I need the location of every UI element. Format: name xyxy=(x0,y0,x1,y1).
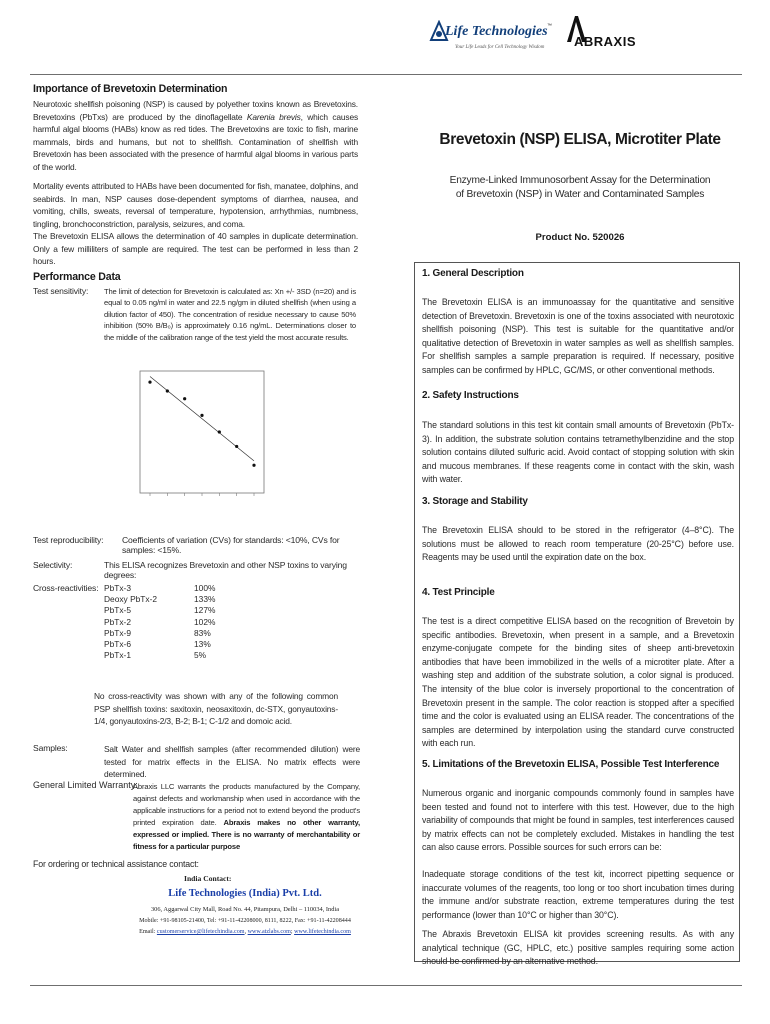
data-point xyxy=(148,380,151,383)
life-technologies-tagline: Your Life Leads for Cell Technology Wisdom xyxy=(455,45,545,50)
warranty-body: Abraxis LLC warrants the products manufactured by the Company, against defects and workmanship when used in accordance with the applicable instructions for a period not to extend beyond the product's printed expiration date. xyxy=(133,782,360,827)
warranty-label: General Limited Warranty: xyxy=(33,780,138,790)
ordering-text: For ordering or technical assistance contact: xyxy=(33,859,199,869)
standard-curve-chart xyxy=(118,365,278,525)
section-3-heading: 3. Storage and Stability xyxy=(422,496,528,507)
cross-reactivity-toxin: PbTx-6 xyxy=(104,638,131,649)
section-5-text-3: The Abraxis Brevetoxin ELISA kit provides screening results. As with any analytical technique (GC, HPLC, etc.) positive samples requiring some action should be confirmed by an alternative method. xyxy=(422,929,734,967)
life-technologies-name: Life Technologies xyxy=(445,24,548,39)
section-1-text: The Brevetoxin ELISA is an immunoassay for the quantitative and sensitive detection of Brevetoxin. Brevetoxin is one of the toxins associated with neurotoxic shellfish poisoning (NSP). This test is suitable for the quantitative and/or qualitative detection of Brevetoxin in water samples as well as shellfish samples. For shellfish samples a sample preparation is required. If necessary, positive samples can be confirmed by HPLC, GC/MS, or other conventional methods. xyxy=(422,297,734,375)
selectivity-label: Selectivity: xyxy=(33,560,73,570)
document-subtitle xyxy=(420,174,740,202)
sensitivity-label: Test sensitivity: xyxy=(33,286,89,296)
subtitle-line-1: Enzyme-Linked Immunosorbent Assay for the Determination xyxy=(449,175,711,186)
contact-email-row xyxy=(120,929,370,935)
reproducibility-label: Test reproducibility: xyxy=(33,535,104,545)
section-5-text-2: Inadequate storage conditions of the test kit, incorrect pipetting sequence or inaccurate volumes of the reagents, too long or too short incubation times during the immune and/or substrate reaction, extreme temperatures during the test performance (lower than 10°C or higher than 30°C). xyxy=(422,869,734,920)
cross-reactivity-toxin: PbTx-5 xyxy=(104,605,131,616)
product-number: Product No. 520026 xyxy=(535,232,625,243)
data-point xyxy=(166,389,169,392)
cross-reactivity-value: 133% xyxy=(194,594,216,605)
data-point xyxy=(252,464,255,467)
section-1-heading: 1. General Description xyxy=(422,268,524,279)
samples-text: Salt Water and shellfish samples (after recommended dilution) were tested for matrix effects in the ELISA. No matrix effects were determined. xyxy=(104,744,360,780)
contact-phone: Mobile: +91-98105-21400, Tel: +91-11-42208000, 8111, 8222, Fax: +91-11-42208444 xyxy=(139,918,351,924)
data-point xyxy=(235,445,238,448)
importance-paragraph-3: The Brevetoxin ELISA allows the determination of 40 samples in duplicate determination. Only a few milliliters of sample are required. The test can be performed in less than 2 hours. xyxy=(33,231,358,267)
importance-heading: Importance of Brevetoxin Determination xyxy=(33,83,228,95)
contact-website-link-1[interactable]: www.atzlabs.com xyxy=(247,929,291,935)
cross-reactivity-row xyxy=(104,605,244,616)
abraxis-logo xyxy=(560,14,650,58)
section-4-text: The test is a direct competitive ELISA based on the recognition of Brevetoin by specific antibodies. Brevetoxin, when present in a sample, and a Brevetoxin enzyme-conjugate compete for the binding sites of sheep anti-brevetoxin antibodies that have been immobilized in the wells of a microtiter plate. After a washing step and addition of the substrate solution, a color signal is produced. The intensity of the blue color is inversely proportional to the concentration of Brevetoxin present in the sample. The color reaction is stopped after a specified time and the color is evaluated using an ELISA reader. The concentrations of the samples are determined by interpolation using the standard curve constructed with each run. xyxy=(422,616,734,749)
subtitle-line-2: of Brevetoxin (NSP) in Water and Contaminated Samples xyxy=(455,189,705,200)
cross-reactivity-row xyxy=(104,617,244,628)
contact-website-link-2[interactable]: www.lifetechindia.com xyxy=(294,929,351,935)
cross-reactivity-toxin: PbTx-1 xyxy=(104,650,131,661)
sensitivity-text: The limit of detection for Brevetoxin is calculated as: Xn +/- 3SD (n=20) and is equal to 0.05 ng/ml in water and 22.5 ng/gm in diluted shellfish (when using a dilution factor of 450). The concentration of residue necessary to cause 50% inhibition (50% B/B₀) is approximately 0.16 ng/mL. Determinations closer to the middle of the calibration range of the test yield the most accurate results. xyxy=(104,287,356,342)
cross-reactivity-label: Cross-reactivities: xyxy=(33,583,99,593)
contact-company: Life Technologies (India) Pvt. Ltd. xyxy=(168,888,322,899)
document-title: Brevetoxin (NSP) ELISA, Microtiter Plate xyxy=(439,131,721,148)
samples-label: Samples: xyxy=(33,743,68,753)
cross-reactivity-table xyxy=(104,583,244,661)
cross-reactivity-row xyxy=(104,628,244,639)
cross-reactivity-row xyxy=(104,583,244,594)
cross-reactivity-row xyxy=(104,594,244,605)
abraxis-name: ABRAXIS xyxy=(574,34,637,49)
cross-reactivity-value: 127% xyxy=(194,605,216,616)
selectivity-text: This ELISA recognizes Brevetoxin and other NSP toxins to varying degrees: xyxy=(104,560,347,580)
cross-reactivity-value: 102% xyxy=(194,616,216,627)
cross-reactivity-toxin: PbTx-3 xyxy=(104,583,131,593)
cross-reactivity-row xyxy=(104,639,244,650)
contact-email-separator: , xyxy=(244,929,248,935)
top-rule xyxy=(30,74,742,75)
standard-curve-line xyxy=(150,377,254,461)
contact-email-prefix: Email: xyxy=(139,929,157,935)
importance-p1-part-b: , which causes harmful algal blooms (HABs) know as red tides. The Brevetoxins are toxic to fish, marine mammals, birds and humans, but not to shellfish. Contamination of shellfish with Brevetoxin has been associated with the presence of harmful algal blooms in various parts of the world. xyxy=(33,111,359,172)
section-3-text: The Brevetoxin ELISA should to be stored in the refrigerator (4–8°C). The solutions must be allowed to reach room temperature (20-25°C) before use. Reagents may be used until the expiration date on the box. xyxy=(422,525,734,563)
cross-reactivity-row xyxy=(104,650,244,661)
cross-reactivity-value: 13% xyxy=(194,638,211,649)
section-5-text-1: Numerous organic and inorganic compounds commonly found in samples have been tested and found not to interfere with this test. However, due to the high variability of compounds that might be found in samples, test interferences caused by matrix effects can not be completely excluded. Mistakes in handling the test can also cause errors. Possible sources for such errors can be: xyxy=(422,788,734,853)
reproducibility-text: Coefficients of variation (CVs) for standards: <10%, CVs for samples: <15%. xyxy=(122,535,340,555)
importance-paragraph-2: Mortality events attributed to HABs have been documented for fish, manatee, dolphins, and seabirds. In man, NSP causes dose-dependent symptoms of diarrhea, nausea, and vomiting, chills, sweats, reversal of temperature, hypotension, arrhythmias, numbness, tingling, bronchoconstriction, paralysis, seizures, and coma. xyxy=(33,181,358,229)
chart-plot-frame xyxy=(140,371,264,493)
cross-reactivity-toxin: PbTx-9 xyxy=(104,627,131,638)
bottom-rule xyxy=(30,985,742,986)
warranty-disclaimer: Abraxis makes no other warranty, expressed or implied. There is no warranty of merchantability or fitness for a particular purpose xyxy=(133,818,360,851)
data-point xyxy=(218,430,221,433)
importance-p1-part-a: Neurotoxic shellfish poisoning (NSP) is caused by polyether toxins known as Brevetoxins. Brevetoxins (PbTxs) are produced by the dinoflagellate xyxy=(33,99,358,122)
karenia-brevis-italic: Karenia brevis xyxy=(246,111,301,122)
data-point xyxy=(200,414,203,417)
contact-heading: India Contact: xyxy=(184,874,232,883)
cross-reactivity-toxin: PbTx-2 xyxy=(104,616,131,627)
section-5-heading: 5. Limitations of the Brevetoxin ELISA, Possible Test Interference xyxy=(422,759,720,770)
section-4-heading: 4. Test Principle xyxy=(422,587,495,598)
contact-email-link[interactable]: customerservice@lifetechindia.com xyxy=(156,929,245,935)
cross-reactivity-value: 5% xyxy=(194,650,207,661)
trademark-symbol: ™ xyxy=(547,23,552,29)
section-2-heading: 2. Safety Instructions xyxy=(422,390,519,401)
india-contact-block xyxy=(120,874,370,935)
performance-heading: Performance Data xyxy=(33,271,121,283)
contact-web-separator: ; xyxy=(290,929,295,935)
cross-reactivity-toxin: Deoxy PbTx-2 xyxy=(104,594,158,605)
contact-address: 306, Aggarwal City Mall, Road No. 44, Pitampura, Delhi – 110034, India xyxy=(150,906,340,913)
no-cross-reactivity-text: No cross-reactivity was shown with any of the following common PSP shellfish toxins: saxitoxin, neosaxitoxin, dc-STX, gonyautoxins-1/4, gonyautoxins-2/3, B-2; B-1; C-1/2 and domoic acid. xyxy=(94,691,338,727)
data-point xyxy=(183,397,186,400)
importance-paragraph-1 xyxy=(33,98,358,174)
section-2-text: The standard solutions in this test kit contain small amounts of Brevetoxin (PbTx-3). In addition, the substrate solution contains tetramethylbenzidine and the stop solution contains diluted sulfuric acid. Avoid contact of stopping solution with skin and mucous membranes. If these reagents come in contact with the skin, wash with water. xyxy=(422,420,734,485)
standard-curve-svg xyxy=(118,365,278,525)
life-technologies-logo xyxy=(429,18,552,58)
cross-reactivity-value: 83% xyxy=(194,627,211,638)
warranty-text xyxy=(133,781,360,853)
cross-reactivity-value: 100% xyxy=(194,583,216,593)
